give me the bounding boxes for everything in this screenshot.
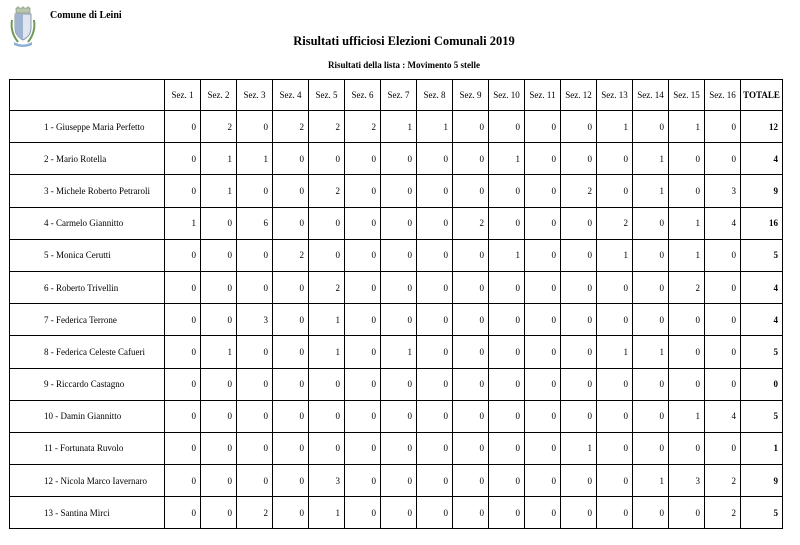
vote-count-sez-10: 0 (489, 400, 525, 432)
vote-count-sez-5: 2 (309, 111, 345, 143)
vote-count-sez-1: 0 (165, 111, 201, 143)
vote-count-sez-9: 0 (453, 432, 489, 464)
vote-count-sez-15: 0 (669, 368, 705, 400)
vote-count-sez-4: 0 (273, 368, 309, 400)
vote-count-sez-5: 1 (309, 336, 345, 368)
vote-count-sez-8: 0 (417, 271, 453, 303)
column-header-sez-14: Sez. 14 (633, 80, 669, 111)
vote-count-sez-16: 0 (705, 143, 741, 175)
total-votes: 12 (741, 111, 783, 143)
vote-count-sez-11: 0 (525, 175, 561, 207)
vote-count-sez-9: 0 (453, 239, 489, 271)
table-row (10, 111, 783, 143)
vote-count-sez-16: 4 (705, 207, 741, 239)
vote-count-sez-15: 0 (669, 175, 705, 207)
vote-count-sez-8: 0 (417, 465, 453, 497)
vote-count-sez-1: 1 (165, 207, 201, 239)
vote-count-sez-6: 0 (345, 432, 381, 464)
list-subtitle: Risultati della lista : Movimento 5 stelle (328, 60, 480, 70)
table-row (10, 432, 783, 464)
vote-count-sez-5: 1 (309, 304, 345, 336)
vote-count-sez-11: 0 (525, 304, 561, 336)
vote-count-sez-15: 0 (669, 497, 705, 529)
vote-count-sez-5: 2 (309, 271, 345, 303)
vote-count-sez-4: 2 (273, 111, 309, 143)
vote-count-sez-13: 0 (597, 497, 633, 529)
vote-count-sez-16: 0 (705, 432, 741, 464)
vote-count-sez-1: 0 (165, 432, 201, 464)
vote-count-sez-15: 0 (669, 143, 705, 175)
vote-count-sez-9: 0 (453, 143, 489, 175)
candidate-name: 10 - Damin Giannitto (10, 400, 165, 432)
vote-count-sez-7: 1 (381, 111, 417, 143)
vote-count-sez-14: 1 (633, 175, 669, 207)
vote-count-sez-11: 0 (525, 207, 561, 239)
total-votes: 5 (741, 239, 783, 271)
candidate-name: 11 - Fortunata Ruvolo (10, 432, 165, 464)
column-header-sez-7: Sez. 7 (381, 80, 417, 111)
vote-count-sez-9: 0 (453, 175, 489, 207)
vote-count-sez-15: 1 (669, 111, 705, 143)
vote-count-sez-4: 0 (273, 304, 309, 336)
vote-count-sez-13: 1 (597, 336, 633, 368)
vote-count-sez-10: 0 (489, 497, 525, 529)
vote-count-sez-4: 0 (273, 271, 309, 303)
vote-count-sez-6: 0 (345, 143, 381, 175)
vote-count-sez-9: 0 (453, 304, 489, 336)
vote-count-sez-3: 1 (237, 143, 273, 175)
header-row (10, 80, 783, 111)
column-header-sez-12: Sez. 12 (561, 80, 597, 111)
table-row (10, 143, 783, 175)
vote-count-sez-4: 0 (273, 465, 309, 497)
vote-count-sez-1: 0 (165, 368, 201, 400)
vote-count-sez-16: 0 (705, 271, 741, 303)
vote-count-sez-9: 0 (453, 368, 489, 400)
vote-count-sez-14: 0 (633, 368, 669, 400)
vote-count-sez-3: 0 (237, 271, 273, 303)
candidate-name: 12 - Nicola Marco Iavernaro (10, 465, 165, 497)
vote-count-sez-13: 0 (597, 304, 633, 336)
vote-count-sez-15: 1 (669, 239, 705, 271)
vote-count-sez-2: 0 (201, 465, 237, 497)
candidate-name: 9 - Riccardo Castagno (10, 368, 165, 400)
vote-count-sez-4: 0 (273, 143, 309, 175)
table-row (10, 400, 783, 432)
column-header-sez-11: Sez. 11 (525, 80, 561, 111)
vote-count-sez-6: 0 (345, 175, 381, 207)
vote-count-sez-15: 0 (669, 336, 705, 368)
vote-count-sez-12: 0 (561, 271, 597, 303)
vote-count-sez-5: 0 (309, 368, 345, 400)
candidate-name: 1 - Giuseppe Maria Perfetto (10, 111, 165, 143)
vote-count-sez-11: 0 (525, 368, 561, 400)
vote-count-sez-9: 0 (453, 465, 489, 497)
table-row (10, 368, 783, 400)
total-votes: 5 (741, 400, 783, 432)
vote-count-sez-12: 0 (561, 465, 597, 497)
vote-count-sez-2: 0 (201, 368, 237, 400)
vote-count-sez-7: 1 (381, 336, 417, 368)
vote-count-sez-1: 0 (165, 239, 201, 271)
vote-count-sez-14: 0 (633, 207, 669, 239)
vote-count-sez-15: 1 (669, 400, 705, 432)
column-header-sez-6: Sez. 6 (345, 80, 381, 111)
vote-count-sez-16: 0 (705, 304, 741, 336)
vote-count-sez-14: 0 (633, 497, 669, 529)
vote-count-sez-10: 1 (489, 239, 525, 271)
vote-count-sez-1: 0 (165, 336, 201, 368)
vote-count-sez-3: 3 (237, 304, 273, 336)
total-votes: 9 (741, 465, 783, 497)
vote-count-sez-8: 0 (417, 175, 453, 207)
vote-count-sez-8: 0 (417, 497, 453, 529)
vote-count-sez-6: 0 (345, 239, 381, 271)
vote-count-sez-16: 0 (705, 368, 741, 400)
vote-count-sez-7: 0 (381, 368, 417, 400)
candidate-name: 8 - Federica Celeste Cafueri (10, 336, 165, 368)
vote-count-sez-14: 0 (633, 304, 669, 336)
vote-count-sez-10: 0 (489, 432, 525, 464)
vote-count-sez-14: 0 (633, 271, 669, 303)
vote-count-sez-13: 0 (597, 143, 633, 175)
vote-count-sez-14: 0 (633, 239, 669, 271)
vote-count-sez-2: 1 (201, 143, 237, 175)
vote-count-sez-10: 0 (489, 368, 525, 400)
vote-count-sez-14: 1 (633, 336, 669, 368)
vote-count-sez-10: 0 (489, 271, 525, 303)
vote-count-sez-13: 0 (597, 465, 633, 497)
vote-count-sez-7: 0 (381, 143, 417, 175)
table-row (10, 271, 783, 303)
vote-count-sez-4: 0 (273, 497, 309, 529)
vote-count-sez-6: 0 (345, 400, 381, 432)
vote-count-sez-16: 3 (705, 175, 741, 207)
vote-count-sez-14: 0 (633, 432, 669, 464)
vote-count-sez-7: 0 (381, 207, 417, 239)
vote-count-sez-7: 0 (381, 497, 417, 529)
vote-count-sez-3: 0 (237, 175, 273, 207)
table-row (10, 239, 783, 271)
vote-count-sez-16: 0 (705, 336, 741, 368)
vote-count-sez-10: 0 (489, 175, 525, 207)
vote-count-sez-3: 2 (237, 497, 273, 529)
vote-count-sez-10: 0 (489, 336, 525, 368)
vote-count-sez-9: 0 (453, 336, 489, 368)
vote-count-sez-6: 0 (345, 336, 381, 368)
vote-count-sez-7: 0 (381, 432, 417, 464)
vote-count-sez-1: 0 (165, 175, 201, 207)
vote-count-sez-11: 0 (525, 239, 561, 271)
column-header-total: TOTALE (741, 80, 783, 111)
column-header-sez-5: Sez. 5 (309, 80, 345, 111)
column-header-candidate (10, 80, 165, 111)
vote-count-sez-2: 0 (201, 432, 237, 464)
page-title: Risultati ufficiosi Elezioni Comunali 2019 (293, 34, 515, 48)
vote-count-sez-8: 0 (417, 207, 453, 239)
vote-count-sez-3: 0 (237, 400, 273, 432)
vote-count-sez-8: 0 (417, 368, 453, 400)
vote-count-sez-11: 0 (525, 271, 561, 303)
vote-count-sez-5: 0 (309, 432, 345, 464)
vote-count-sez-2: 0 (201, 239, 237, 271)
vote-count-sez-13: 0 (597, 175, 633, 207)
vote-count-sez-5: 0 (309, 400, 345, 432)
candidate-name: 13 - Santina Mirci (10, 497, 165, 529)
vote-count-sez-12: 0 (561, 111, 597, 143)
vote-count-sez-15: 2 (669, 271, 705, 303)
vote-count-sez-8: 0 (417, 400, 453, 432)
vote-count-sez-9: 0 (453, 271, 489, 303)
vote-count-sez-4: 0 (273, 400, 309, 432)
vote-count-sez-10: 0 (489, 111, 525, 143)
vote-count-sez-11: 0 (525, 400, 561, 432)
total-votes: 4 (741, 143, 783, 175)
vote-count-sez-11: 0 (525, 143, 561, 175)
vote-count-sez-15: 3 (669, 465, 705, 497)
candidate-name: 7 - Federica Terrone (10, 304, 165, 336)
vote-count-sez-16: 2 (705, 497, 741, 529)
vote-count-sez-13: 0 (597, 271, 633, 303)
vote-count-sez-5: 3 (309, 465, 345, 497)
total-votes: 5 (741, 497, 783, 529)
vote-count-sez-3: 0 (237, 336, 273, 368)
vote-count-sez-1: 0 (165, 143, 201, 175)
vote-count-sez-2: 0 (201, 400, 237, 432)
vote-count-sez-12: 0 (561, 207, 597, 239)
vote-count-sez-13: 1 (597, 111, 633, 143)
vote-count-sez-7: 0 (381, 304, 417, 336)
vote-count-sez-12: 0 (561, 143, 597, 175)
vote-count-sez-5: 0 (309, 239, 345, 271)
column-header-sez-3: Sez. 3 (237, 80, 273, 111)
candidate-name: 5 - Monica Cerutti (10, 239, 165, 271)
vote-count-sez-6: 0 (345, 368, 381, 400)
vote-count-sez-1: 0 (165, 271, 201, 303)
vote-count-sez-8: 0 (417, 432, 453, 464)
vote-count-sez-3: 0 (237, 465, 273, 497)
table-row (10, 175, 783, 207)
vote-count-sez-15: 0 (669, 432, 705, 464)
candidate-name: 3 - Michele Roberto Petraroli (10, 175, 165, 207)
vote-count-sez-16: 0 (705, 239, 741, 271)
total-votes: 16 (741, 207, 783, 239)
vote-count-sez-12: 2 (561, 175, 597, 207)
vote-count-sez-15: 1 (669, 207, 705, 239)
vote-count-sez-11: 0 (525, 336, 561, 368)
vote-count-sez-4: 0 (273, 175, 309, 207)
total-votes: 9 (741, 175, 783, 207)
vote-count-sez-9: 0 (453, 497, 489, 529)
vote-count-sez-2: 1 (201, 336, 237, 368)
column-header-sez-1: Sez. 1 (165, 80, 201, 111)
vote-count-sez-6: 2 (345, 111, 381, 143)
column-header-sez-13: Sez. 13 (597, 80, 633, 111)
vote-count-sez-12: 0 (561, 400, 597, 432)
column-header-sez-10: Sez. 10 (489, 80, 525, 111)
vote-count-sez-10: 1 (489, 143, 525, 175)
vote-count-sez-3: 0 (237, 111, 273, 143)
vote-count-sez-7: 0 (381, 465, 417, 497)
column-header-sez-4: Sez. 4 (273, 80, 309, 111)
vote-count-sez-7: 0 (381, 400, 417, 432)
vote-count-sez-8: 0 (417, 304, 453, 336)
vote-count-sez-1: 0 (165, 304, 201, 336)
column-header-sez-8: Sez. 8 (417, 80, 453, 111)
vote-count-sez-11: 0 (525, 465, 561, 497)
vote-count-sez-1: 0 (165, 497, 201, 529)
vote-count-sez-15: 0 (669, 304, 705, 336)
table-row (10, 304, 783, 336)
candidate-name: 2 - Mario Rotella (10, 143, 165, 175)
vote-count-sez-2: 0 (201, 271, 237, 303)
vote-count-sez-4: 2 (273, 239, 309, 271)
vote-count-sez-6: 0 (345, 304, 381, 336)
vote-count-sez-2: 0 (201, 207, 237, 239)
vote-count-sez-7: 0 (381, 239, 417, 271)
vote-count-sez-14: 1 (633, 143, 669, 175)
total-votes: 4 (741, 271, 783, 303)
vote-count-sez-13: 0 (597, 432, 633, 464)
total-votes: 5 (741, 336, 783, 368)
vote-count-sez-12: 1 (561, 432, 597, 464)
vote-count-sez-2: 1 (201, 175, 237, 207)
column-header-sez-2: Sez. 2 (201, 80, 237, 111)
vote-count-sez-4: 0 (273, 432, 309, 464)
vote-count-sez-12: 0 (561, 368, 597, 400)
vote-count-sez-5: 1 (309, 497, 345, 529)
table-row (10, 336, 783, 368)
vote-count-sez-1: 0 (165, 465, 201, 497)
vote-count-sez-6: 0 (345, 465, 381, 497)
vote-count-sez-14: 0 (633, 111, 669, 143)
vote-count-sez-8: 1 (417, 111, 453, 143)
vote-count-sez-11: 0 (525, 432, 561, 464)
vote-count-sez-5: 0 (309, 207, 345, 239)
vote-count-sez-2: 2 (201, 111, 237, 143)
vote-count-sez-8: 0 (417, 143, 453, 175)
vote-count-sez-5: 0 (309, 143, 345, 175)
vote-count-sez-3: 0 (237, 432, 273, 464)
table-row (10, 465, 783, 497)
vote-count-sez-4: 0 (273, 207, 309, 239)
vote-count-sez-12: 0 (561, 304, 597, 336)
vote-count-sez-11: 0 (525, 497, 561, 529)
vote-count-sez-3: 6 (237, 207, 273, 239)
column-header-sez-16: Sez. 16 (705, 80, 741, 111)
total-votes: 0 (741, 368, 783, 400)
vote-count-sez-6: 0 (345, 497, 381, 529)
vote-count-sez-8: 0 (417, 239, 453, 271)
vote-count-sez-16: 0 (705, 111, 741, 143)
vote-count-sez-16: 2 (705, 465, 741, 497)
vote-count-sez-1: 0 (165, 400, 201, 432)
vote-count-sez-12: 0 (561, 239, 597, 271)
vote-count-sez-12: 0 (561, 336, 597, 368)
vote-count-sez-13: 0 (597, 400, 633, 432)
vote-count-sez-4: 0 (273, 336, 309, 368)
vote-count-sez-3: 0 (237, 368, 273, 400)
vote-count-sez-11: 0 (525, 111, 561, 143)
table-row (10, 207, 783, 239)
vote-count-sez-14: 1 (633, 465, 669, 497)
vote-count-sez-13: 0 (597, 368, 633, 400)
vote-count-sez-3: 0 (237, 239, 273, 271)
vote-count-sez-12: 0 (561, 497, 597, 529)
vote-count-sez-14: 0 (633, 400, 669, 432)
vote-count-sez-9: 0 (453, 111, 489, 143)
vote-count-sez-6: 0 (345, 271, 381, 303)
vote-count-sez-13: 1 (597, 239, 633, 271)
candidate-name: 4 - Carmelo Giannitto (10, 207, 165, 239)
column-header-sez-15: Sez. 15 (669, 80, 705, 111)
column-header-sez-9: Sez. 9 (453, 80, 489, 111)
vote-count-sez-10: 0 (489, 304, 525, 336)
vote-count-sez-5: 2 (309, 175, 345, 207)
vote-count-sez-8: 0 (417, 336, 453, 368)
results-table (9, 79, 783, 529)
total-votes: 4 (741, 304, 783, 336)
vote-count-sez-13: 2 (597, 207, 633, 239)
vote-count-sez-10: 0 (489, 465, 525, 497)
candidate-name: 6 - Roberto Trivellin (10, 271, 165, 303)
vote-count-sez-2: 0 (201, 304, 237, 336)
vote-count-sez-6: 0 (345, 207, 381, 239)
vote-count-sez-10: 0 (489, 207, 525, 239)
table-row (10, 497, 783, 529)
vote-count-sez-9: 2 (453, 207, 489, 239)
municipality-name: Comune di Leini (50, 10, 122, 21)
vote-count-sez-2: 0 (201, 497, 237, 529)
vote-count-sez-16: 4 (705, 400, 741, 432)
vote-count-sez-7: 0 (381, 175, 417, 207)
vote-count-sez-9: 0 (453, 400, 489, 432)
vote-count-sez-7: 0 (381, 271, 417, 303)
total-votes: 1 (741, 432, 783, 464)
